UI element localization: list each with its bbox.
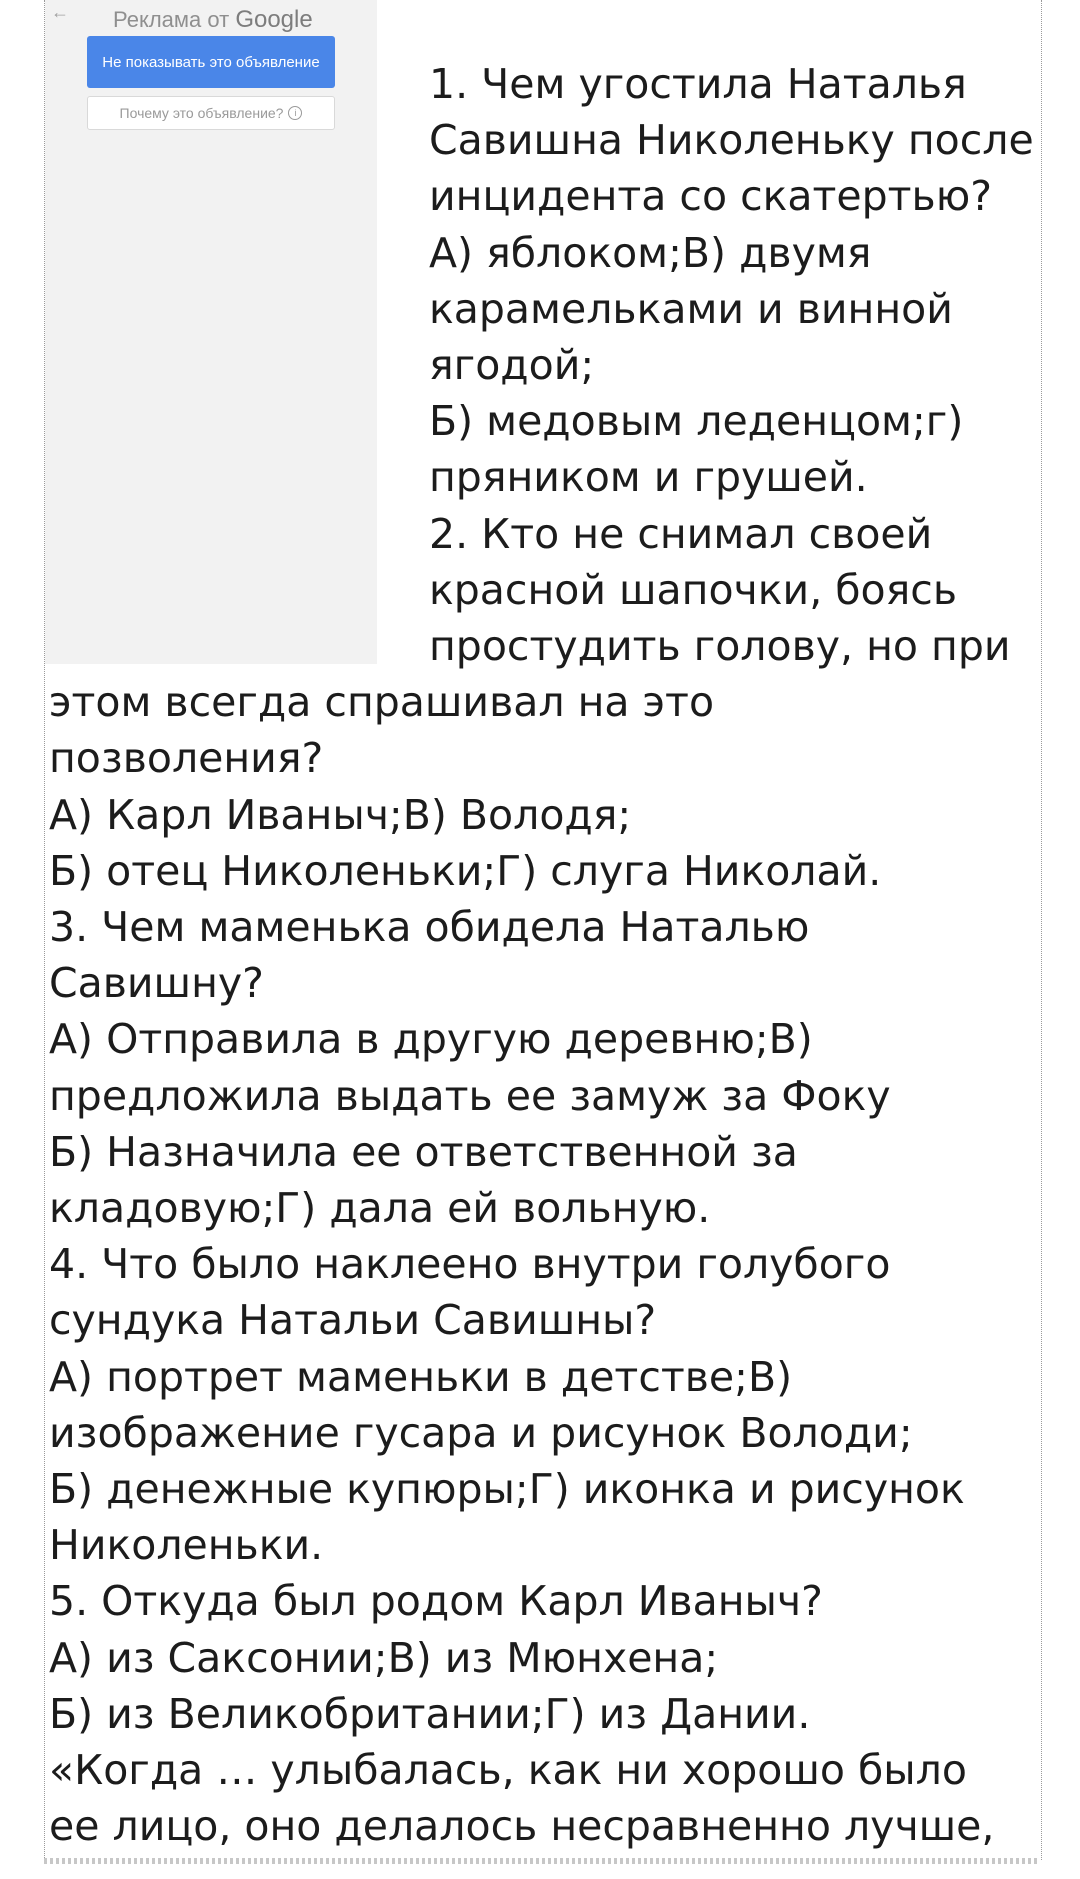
text-line: Савишна Николеньку после [429,116,1034,165]
text-line: 3. Чем маменька обидела Наталью [49,903,810,952]
text-line: 2. Кто не снимал своей [429,509,933,558]
text-line: 5. Откуда был родом Карл Иваныч? [49,1577,823,1626]
text-line: А) из Саксонии;В) из Мюнхена; [49,1633,719,1682]
text-line: кладовую;Г) дала ей вольную. [49,1184,711,1233]
why-this-ad-button[interactable] [87,96,335,130]
text-line: ее лицо, оно делалось несравненно лучше, [49,1802,995,1851]
why-this-ad-label: Почему это объявление? [119,105,284,121]
text-line: этом всегда спрашивал на это [49,678,715,727]
text-line: пряником и грушей. [429,453,868,502]
text-line: карамельками и винной [429,284,953,333]
text-line: Б) Назначила ее ответственной за [49,1127,798,1176]
text-line: позволения? [49,734,324,783]
text-line: Б) отец Николеньки;Г) слуга Николай. [49,846,882,895]
text-line: 1. Чем угостила Наталья [429,60,967,108]
hide-ad-button[interactable] [87,36,335,88]
text-line: «Когда … улыбалась, как ни хорошо было [49,1746,967,1795]
ad-header [113,6,313,34]
text-line: Б) из Великобритании;Г) из Дании. [49,1689,811,1738]
text-line: инцидента со скатертью? [429,172,992,221]
text-line: А) Отправила в другую деревню;В) [49,1015,813,1064]
text-line: А) Карл Иваныч;В) Володя; [49,790,632,839]
google-brand: Google [235,6,313,33]
text-line: Б) денежные купюры;Г) иконка и рисунок [49,1465,965,1514]
info-icon: i [288,106,302,120]
text-line: А) яблоком;В) двумя [429,228,872,277]
text-line: предложила выдать ее замуж за Фоку [49,1071,891,1120]
page-frame [44,0,1042,1860]
text-line: Николеньки. [49,1521,324,1570]
text-line: сундука Натальи Савишны? [49,1296,657,1345]
text-line: ягодой; [429,341,595,390]
ad-panel [45,0,377,664]
page-bottom-edge [44,1858,1040,1864]
text-line: 4. Что было наклеено внутри голубого [49,1240,891,1289]
text-line: Савишну? [49,959,264,1008]
text-line: Б) медовым леденцом;г) [429,397,964,446]
hide-ad-button-label: Не показывать это объявление [102,53,320,71]
ad-header-prefix: Реклама от [113,7,230,32]
back-arrow-icon[interactable]: ← [51,2,69,22]
text-line: А) портрет маменьки в детстве;В) [49,1352,793,1401]
text-line: красной шапочки, боясь [429,565,957,614]
text-line: простудить голову, но при [429,622,1011,671]
text-line: изображение гусара и рисунок Володи; [49,1408,913,1457]
